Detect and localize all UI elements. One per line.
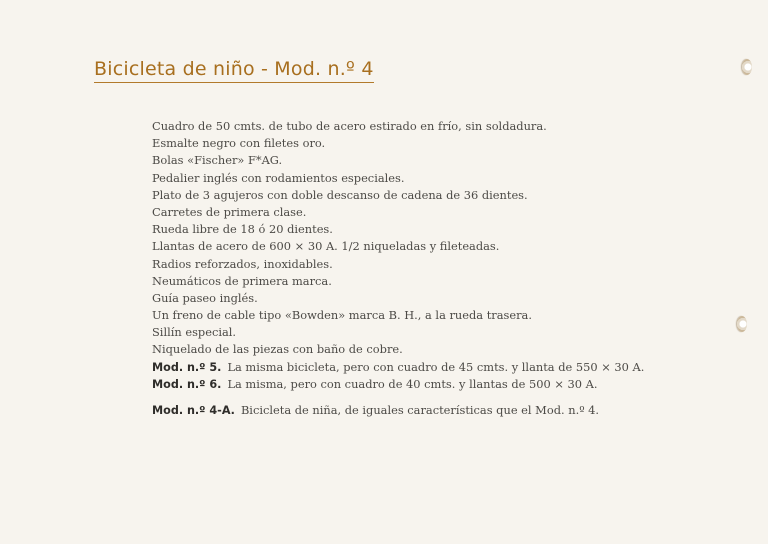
spec-line: Rueda libre de 18 ó 20 dientes. [152, 222, 333, 237]
spec-line: Sillín especial. [152, 325, 237, 340]
model-description: Bicicleta de niña, de iguales características que el Mod. n.º 4. [240, 403, 600, 417]
spec-line: Cuadro de 50 cmts. de tubo de acero estirado en frío, sin soldadura. [152, 119, 547, 133]
spec-line: Guía paseo inglés. [152, 290, 258, 305]
spacer [152, 393, 712, 402]
model-label: Mod. n.º 4-A. [152, 404, 235, 417]
spec-line: Niquelado de las piezas con baño de cobre. [152, 342, 403, 357]
spec-list [152, 118, 712, 419]
spec-line: Esmalte negro con filetes oro. [152, 136, 326, 151]
spec-line: Plato de 3 agujeros con doble descanso de cadena de 36 dientes. [152, 187, 528, 202]
page-title: Bicicleta de niño - Mod. n.º 4 [94, 58, 374, 80]
model-description: La misma, pero con cuadro de 40 cmts. y llantas de 500 × 30 A. [227, 376, 598, 391]
spec-line: Radios reforzados, inoxidables. [152, 256, 333, 271]
page-title-block [94, 58, 374, 83]
binder-hole-bottom [737, 316, 747, 332]
spec-line: Un freno de cable tipo «Bowden» marca B. H., a la rueda trasera. [152, 308, 532, 323]
spec-line: Bolas «Fischer» F*AG. [152, 153, 283, 168]
model-variant-5 [152, 359, 712, 376]
model-label: Mod. n.º 5. [152, 360, 222, 374]
spec-line: Neumáticos de primera marca. [152, 273, 332, 288]
model-label: Mod. n.º 6. [152, 377, 222, 391]
binder-hole-top [742, 59, 752, 75]
model-variant-6 [152, 376, 712, 393]
model-variant-4a [152, 402, 712, 419]
spec-line: Pedalier inglés con rodamientos especiales. [152, 170, 405, 185]
spec-line: Llantas de acero de 600 × 30 A. 1/2 niqueladas y fileteadas. [152, 239, 500, 254]
spec-line: Carretes de primera clase. [152, 204, 307, 219]
model-description: La misma bicicleta, pero con cuadro de 45 cmts. y llanta de 550 × 30 A. [227, 359, 645, 374]
